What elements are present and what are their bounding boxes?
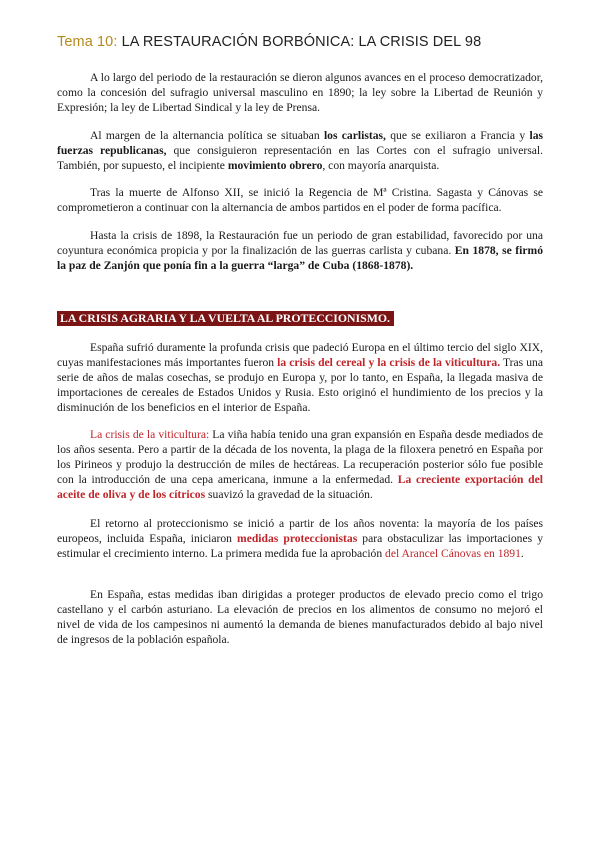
text-run: El retorno al proteccionismo se inició a partir de los años noventa: la mayoría de los países europeos, incluida España, iniciaron [57, 517, 543, 545]
bold-carlistas: los carlistas, [323, 129, 386, 142]
paragraph-agrarian-crisis [57, 340, 543, 415]
text-run: España sufrió duramente la profunda crisis que padeció Europa en el último tercio del siglo XIX, cuyas manifestaciones más importantes fueron [57, 341, 543, 369]
paragraph-text: En España, estas medidas iban dirigidas a proteger productos de elevado precio como el trigo castellano y el carbón asturiano. La elevación de precios en los alimentos de consumo no mejoró el nivel de vida de los campesinos ni aumentó la demanda de bienes manufacturados debido al bajo nivel de ingresos de la población española. [57, 588, 543, 646]
paragraph-text: Tras la muerte de Alfonso XII, se inició la Regencia de Mª Cristina. Sagasta y Cánovas se comprometieron a continuar con la alternancia de ambos partidos en el poder de forma pacífica. [57, 186, 543, 214]
paragraph-democratization [57, 70, 543, 115]
paragraph-protectionism [57, 516, 543, 561]
text-run: que se exiliaron a Francia y [385, 129, 530, 142]
highlight-medidas-proteccionistas: medidas proteccionistas [237, 532, 358, 545]
paragraph-effects [57, 587, 543, 647]
text-run: Tras una serie de años de malas cosechas, se produjo en Europa y, por lo tanto, en España, la llegada masiva de importaciones de cereales de Estados Unidos y Rusia. Esto originó el hundimiento de los precios y la disminución de los beneficios en el interior de España. [57, 356, 543, 414]
highlight-arancel-canovas: del Arancel Cánovas en 1891 [385, 547, 521, 560]
page-title: LA RESTAURACIÓN BORBÓNICA: LA CRISIS DEL 98 [117, 34, 482, 50]
text-run: que consiguieron representación en las Cortes con el sufragio universal. También, por supuesto, el incipiente [57, 144, 543, 172]
bold-movimiento-obrero: movimiento obrero [227, 159, 323, 172]
text-run: para obstaculizar las importaciones y estimular el crecimiento interno. La primera medida fue la aprobación [57, 532, 543, 560]
highlight-crisis-cereal: la crisis del cereal y la crisis de la viticultura. [277, 356, 501, 369]
section-heading: LA CRISIS AGRARIA Y LA VUELTA AL PROTECCIONISMO. [57, 311, 394, 326]
text-run: La viña había tenido una gran expansión en España desde mediados de los años sesenta. Pero a partir de la década de los noventa, la plaga de la filoxera penetró en España por los Pirineos y produjo la destrucción de miles de hectáreas. La recuperación posterior sólo fue posible con la introducción de una cepa americana, inmune a la enfermedad. [57, 428, 543, 486]
paragraph-regency [57, 185, 543, 215]
paragraph-viticulture [57, 427, 543, 502]
highlight-crisis-viticultura: La crisis de la viticultura: [90, 428, 210, 441]
highlight-exportacion: La creciente exportación del aceite de oliva y de los cítricos [57, 473, 543, 501]
page-header [57, 34, 557, 50]
text-run: Hasta la crisis de 1898, la Restauración fue un periodo de gran estabilidad, favorecido por una coyuntura económica propicia y por la finalización de las guerras carlista y cubana. [57, 229, 543, 257]
bold-paz-zanjon: En 1878, se firmó la paz de Zanjón que ponía fin a la guerra “larga” de Cuba (1868-1878). [57, 244, 543, 272]
paragraph-text: A lo largo del periodo de la restauración se dieron algunos avances en el proceso democratizador, como la concesión del sufragio universal masculino en 1890; la ley sobre la Libertad de Reunión y Expresión; la ley de Libertad Sindical y la ley de Prensa. [57, 71, 543, 114]
paragraph-opposition [57, 128, 543, 173]
text-run: , con mayoría anarquista. [322, 159, 440, 172]
paragraph-stability [57, 228, 543, 273]
text-run: suavizó la gravedad de la situación. [205, 488, 373, 501]
bold-republicanas: las fuerzas republicanas, [57, 129, 543, 157]
topic-number: Tema 10: [57, 34, 118, 50]
text-run: Al margen de la alternancia política se situaban [90, 129, 324, 142]
text-run: . [520, 547, 524, 560]
